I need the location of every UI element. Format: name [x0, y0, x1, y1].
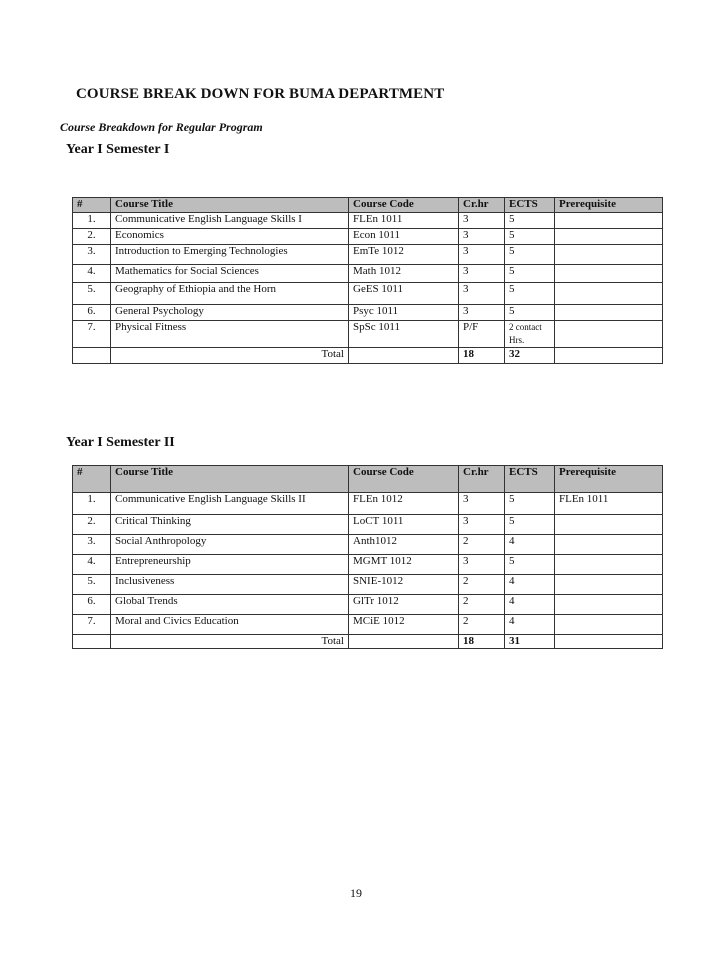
- course-code: LoCT 1011: [349, 515, 459, 535]
- semester-1-course-table: [72, 197, 663, 364]
- ects: 2 contact Hrs.: [505, 321, 555, 348]
- course-title: Introduction to Emerging Technologies: [111, 245, 349, 265]
- course-code: MGMT 1012: [349, 555, 459, 575]
- table-row: [73, 305, 663, 321]
- course-code: Math 1012: [349, 265, 459, 283]
- course-title: Global Trends: [111, 595, 349, 615]
- credit-hours: 3: [459, 245, 505, 265]
- ects: 5: [505, 555, 555, 575]
- course-title: Communicative English Language Skills I: [111, 213, 349, 229]
- table-row: [73, 615, 663, 635]
- column-header-ects: ECTS: [505, 466, 555, 493]
- ects: 4: [505, 615, 555, 635]
- column-header-credit-hours: Cr.hr: [459, 466, 505, 493]
- row-number: 5.: [73, 283, 111, 305]
- table-row: [73, 535, 663, 555]
- course-title: Inclusiveness: [111, 575, 349, 595]
- ects: 5: [505, 265, 555, 283]
- column-header-course-code: Course Code: [349, 466, 459, 493]
- course-title: Moral and Civics Education: [111, 615, 349, 635]
- course-code: SpSc 1011: [349, 321, 459, 348]
- table-header-row: [73, 198, 663, 213]
- column-header-number: #: [73, 198, 111, 213]
- total-ects: 31: [505, 635, 555, 649]
- course-code: Econ 1011: [349, 229, 459, 245]
- column-header-prerequisite: Prerequisite: [555, 198, 663, 213]
- table-row: [73, 555, 663, 575]
- ects: 4: [505, 595, 555, 615]
- credit-hours: P/F: [459, 321, 505, 348]
- prerequisite: [555, 535, 663, 555]
- document-subtitle: Course Breakdown for Regular Program: [60, 120, 263, 134]
- prerequisite: [555, 213, 663, 229]
- course-code: EmTe 1012: [349, 245, 459, 265]
- credit-hours: 3: [459, 305, 505, 321]
- course-title: Social Anthropology: [111, 535, 349, 555]
- prerequisite: [555, 305, 663, 321]
- table-header-row: [73, 466, 663, 493]
- total-empty-cell: [73, 348, 111, 364]
- credit-hours: 3: [459, 493, 505, 515]
- course-title: Critical Thinking: [111, 515, 349, 535]
- ects: 5: [505, 493, 555, 515]
- course-title: Communicative English Language Skills II: [111, 493, 349, 515]
- credit-hours: 3: [459, 213, 505, 229]
- table-total-row: [73, 348, 663, 364]
- column-header-credit-hours: Cr.hr: [459, 198, 505, 213]
- table-row: [73, 265, 663, 283]
- prerequisite: [555, 515, 663, 535]
- course-title: Physical Fitness: [111, 321, 349, 348]
- prerequisite: [555, 321, 663, 348]
- row-number: 7.: [73, 321, 111, 348]
- table-row: [73, 321, 663, 348]
- credit-hours: 2: [459, 535, 505, 555]
- row-number: 6.: [73, 595, 111, 615]
- semester-1-heading: Year I Semester I: [66, 142, 170, 157]
- table-row: [73, 283, 663, 305]
- row-number: 6.: [73, 305, 111, 321]
- semester-2-heading: Year I Semester II: [66, 435, 175, 450]
- course-code: SNIE-1012: [349, 575, 459, 595]
- row-number: 2.: [73, 515, 111, 535]
- course-code: MCiE 1012: [349, 615, 459, 635]
- ects: 5: [505, 305, 555, 321]
- total-label: Total: [111, 635, 349, 649]
- total-label: Total: [111, 348, 349, 364]
- prerequisite: FLEn 1011: [555, 493, 663, 515]
- credit-hours: 3: [459, 515, 505, 535]
- document-title: COURSE BREAK DOWN FOR BUMA DEPARTMENT: [76, 86, 445, 102]
- ects: 5: [505, 213, 555, 229]
- semester-2-course-table: [72, 465, 663, 649]
- credit-hours: 2: [459, 595, 505, 615]
- credit-hours: 3: [459, 283, 505, 305]
- row-number: 4.: [73, 265, 111, 283]
- prerequisite: [555, 265, 663, 283]
- table-row: [73, 595, 663, 615]
- row-number: 5.: [73, 575, 111, 595]
- column-header-course-title: Course Title: [111, 466, 349, 493]
- credit-hours: 2: [459, 575, 505, 595]
- row-number: 4.: [73, 555, 111, 575]
- ects: 5: [505, 229, 555, 245]
- page-number: 19: [350, 886, 362, 900]
- course-title: Mathematics for Social Sciences: [111, 265, 349, 283]
- column-header-prerequisite: Prerequisite: [555, 466, 663, 493]
- course-code: GlTr 1012: [349, 595, 459, 615]
- course-title: Entrepreneurship: [111, 555, 349, 575]
- prerequisite: [555, 615, 663, 635]
- row-number: 7.: [73, 615, 111, 635]
- row-number: 1.: [73, 213, 111, 229]
- prerequisite: [555, 575, 663, 595]
- ects: 5: [505, 515, 555, 535]
- table-total-row: [73, 635, 663, 649]
- table-row: [73, 213, 663, 229]
- column-header-course-code: Course Code: [349, 198, 459, 213]
- course-title: Economics: [111, 229, 349, 245]
- prerequisite: [555, 245, 663, 265]
- column-header-number: #: [73, 466, 111, 493]
- table-row: [73, 229, 663, 245]
- total-ects: 32: [505, 348, 555, 364]
- column-header-course-title: Course Title: [111, 198, 349, 213]
- row-number: 2.: [73, 229, 111, 245]
- credit-hours: 3: [459, 265, 505, 283]
- row-number: 3.: [73, 245, 111, 265]
- ects: 5: [505, 283, 555, 305]
- total-empty-cell: [555, 635, 663, 649]
- column-header-ects: ECTS: [505, 198, 555, 213]
- table-row: [73, 245, 663, 265]
- credit-hours: 3: [459, 229, 505, 245]
- row-number: 1.: [73, 493, 111, 515]
- prerequisite: [555, 595, 663, 615]
- table-row: [73, 493, 663, 515]
- total-empty-cell: [555, 348, 663, 364]
- course-code: GeES 1011: [349, 283, 459, 305]
- total-empty-cell: [73, 635, 111, 649]
- table-row: [73, 515, 663, 535]
- prerequisite: [555, 229, 663, 245]
- total-empty-cell: [349, 635, 459, 649]
- prerequisite: [555, 283, 663, 305]
- course-code: Psyc 1011: [349, 305, 459, 321]
- ects: 4: [505, 535, 555, 555]
- table-row: [73, 575, 663, 595]
- course-code: Anth1012: [349, 535, 459, 555]
- course-title: Geography of Ethiopia and the Horn: [111, 283, 349, 305]
- ects: 5: [505, 245, 555, 265]
- total-credit-hours: 18: [459, 348, 505, 364]
- credit-hours: 2: [459, 615, 505, 635]
- course-code: FLEn 1011: [349, 213, 459, 229]
- row-number: 3.: [73, 535, 111, 555]
- total-credit-hours: 18: [459, 635, 505, 649]
- prerequisite: [555, 555, 663, 575]
- total-empty-cell: [349, 348, 459, 364]
- ects: 4: [505, 575, 555, 595]
- course-code: FLEn 1012: [349, 493, 459, 515]
- course-title: General Psychology: [111, 305, 349, 321]
- credit-hours: 3: [459, 555, 505, 575]
